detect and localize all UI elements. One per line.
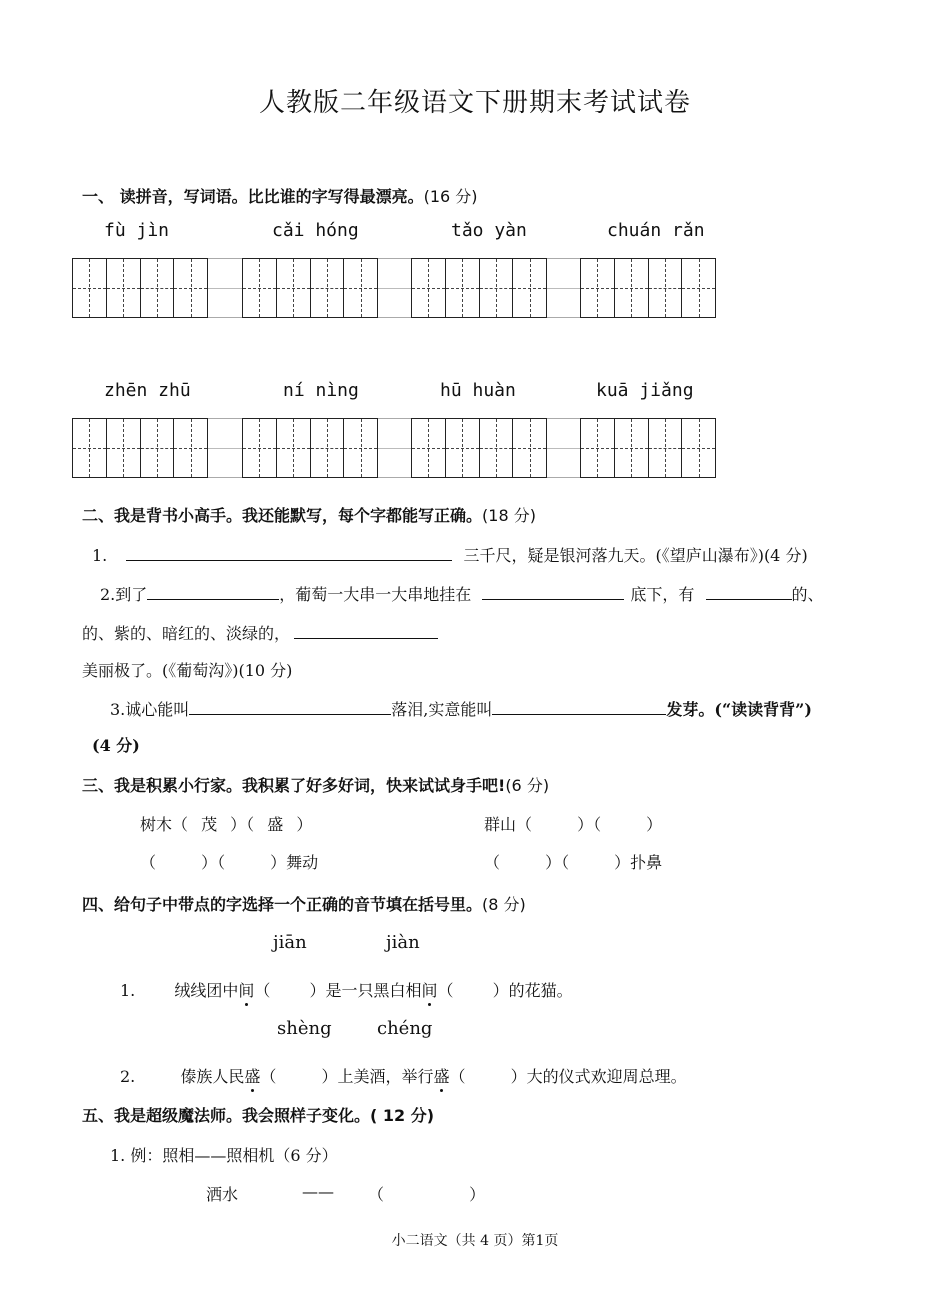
- writing-grid-5[interactable]: [72, 418, 208, 478]
- pinyin-option-jian1: jiān: [273, 932, 307, 953]
- writing-grid-3[interactable]: [411, 258, 547, 318]
- q4-2-text-c: （ ）上美酒，举行: [260, 1067, 434, 1086]
- q2-1-num: 1.: [92, 546, 108, 565]
- page-footer: 小二语文（共 4 页）第1页: [391, 1233, 559, 1249]
- pinyin-6: ní nìng: [283, 380, 359, 401]
- example-line: 1. 例：照相——照相机（6 分）: [110, 1146, 338, 1165]
- answer-blank[interactable]: [147, 583, 279, 600]
- word-set-3: （ ）（ ）舞动: [140, 853, 319, 872]
- exercise-blank[interactable]: （ ）: [368, 1185, 486, 1204]
- grid-connector: [547, 258, 580, 318]
- section-2-score: (18 分): [482, 506, 536, 525]
- q2-1-text: 三千尺，疑是银河落九天。(《望庐山瀑布》)(4 分): [463, 546, 808, 565]
- word-set-4: （ ）（ ）扑鼻: [484, 853, 663, 872]
- section-2-heading: [82, 503, 536, 526]
- answer-blank[interactable]: [126, 544, 452, 561]
- page-title: 人教版二年级语文下册期末考试试卷: [258, 88, 691, 118]
- grid-connector: [208, 258, 242, 318]
- q4-1-text-c: （ ）是一只黑白相: [254, 981, 422, 1000]
- answer-blank[interactable]: [492, 698, 666, 715]
- q2-2-line2: [82, 621, 438, 644]
- pinyin-5: zhēn zhū: [104, 380, 191, 401]
- section-3-heading: [82, 773, 549, 796]
- dotted-char: 盛: [244, 1067, 261, 1086]
- q2-2-text-e: 的、紫的、暗红的、淡绿的，: [82, 624, 291, 643]
- exercise-word: 洒水: [206, 1185, 239, 1204]
- q2-2-text-b: ，葡萄一大串一大串地挂在: [279, 585, 472, 604]
- word-set-2: 群山（ ）（ ）: [484, 815, 663, 834]
- grid-connector: [378, 258, 411, 318]
- pinyin-option-sheng: shèng: [277, 1018, 332, 1039]
- q4-2: [120, 1064, 687, 1087]
- q2-2-line3: 美丽极了。(《葡萄沟》)(10 分): [82, 661, 293, 680]
- answer-blank[interactable]: [706, 583, 792, 600]
- writing-grid-6[interactable]: [242, 418, 378, 478]
- section-4-heading: [82, 892, 526, 915]
- writing-grid-4[interactable]: [580, 258, 716, 318]
- section-1-heading: [82, 184, 478, 207]
- q2-2-text-c: 底下，有: [630, 585, 695, 604]
- q2-2-text-d: 的、: [791, 585, 824, 604]
- exercise-dash: ——: [302, 1182, 334, 1201]
- q4-1-text-e: （ ）的花猫。: [437, 981, 573, 1000]
- answer-blank[interactable]: [189, 698, 391, 715]
- q4-1-text-a: 1. 绒线团中: [120, 981, 239, 1000]
- q2-3: [110, 697, 812, 720]
- word-set-1: 树木（ 茂 ）（ 盛 ）: [140, 815, 313, 834]
- writing-grid-7[interactable]: [411, 418, 547, 478]
- pinyin-7: hū huàn: [440, 380, 516, 401]
- grid-connector: [208, 418, 242, 478]
- q2-3-text-a: 3.诚心能叫: [110, 700, 190, 719]
- pinyin-1: fù jìn: [104, 220, 170, 241]
- section-1-text: 一、 读拼音，写词语。比比谁的字写得最漂亮。: [82, 187, 424, 206]
- answer-blank[interactable]: [482, 583, 624, 600]
- grid-connector: [547, 418, 580, 478]
- pinyin-3: tǎo yàn: [451, 220, 527, 241]
- section-2-text: 二、我是背书小高手。我还能默写，每个字都能写正确。: [82, 506, 483, 525]
- q2-2-text-a: 2.到了: [100, 585, 148, 604]
- dotted-char: 盛: [433, 1067, 450, 1086]
- pinyin-option-jian4: jiàn: [386, 932, 420, 953]
- pinyin-option-cheng: chéng: [377, 1018, 433, 1039]
- section-4-text: 四、给句子中带点的字选择一个正确的音节填在括号里。: [82, 895, 483, 914]
- grid-connector: [378, 418, 411, 478]
- q2-2-line1: [100, 582, 824, 605]
- section-3-score: (6 分): [505, 776, 550, 795]
- q4-1: [120, 978, 573, 1001]
- q4-2-text-a: 2. 傣族人民: [120, 1067, 245, 1086]
- answer-blank[interactable]: [294, 622, 438, 639]
- section-4-score: (8 分): [482, 895, 526, 914]
- pinyin-8: kuā jiǎng: [596, 380, 694, 401]
- q2-1: [92, 543, 808, 566]
- pinyin-4: chuán rǎn: [607, 220, 705, 241]
- section-3-text: 三、我是积累小行家。我积累了好多好词，快来试试身手吧!: [82, 776, 506, 795]
- section-1-score: (16 分): [423, 187, 478, 206]
- section-5-heading: 五、我是超级魔法师。我会照样子变化。( 12 分): [82, 1106, 435, 1125]
- writing-grid-2[interactable]: [242, 258, 378, 318]
- pinyin-2: cǎi hóng: [272, 220, 359, 241]
- dotted-char: 间: [238, 981, 255, 1000]
- q4-2-text-e: （ ）大的仪式欢迎周总理。: [449, 1067, 687, 1086]
- writing-grid-1[interactable]: [72, 258, 208, 318]
- q2-3-text-b: 落泪,实意能叫: [391, 700, 493, 719]
- writing-grid-8[interactable]: [580, 418, 716, 478]
- q2-3-score: (4 分): [92, 736, 140, 755]
- dotted-char: 间: [421, 981, 438, 1000]
- q2-3-text-c: 发芽。(“读读背背”): [666, 700, 812, 719]
